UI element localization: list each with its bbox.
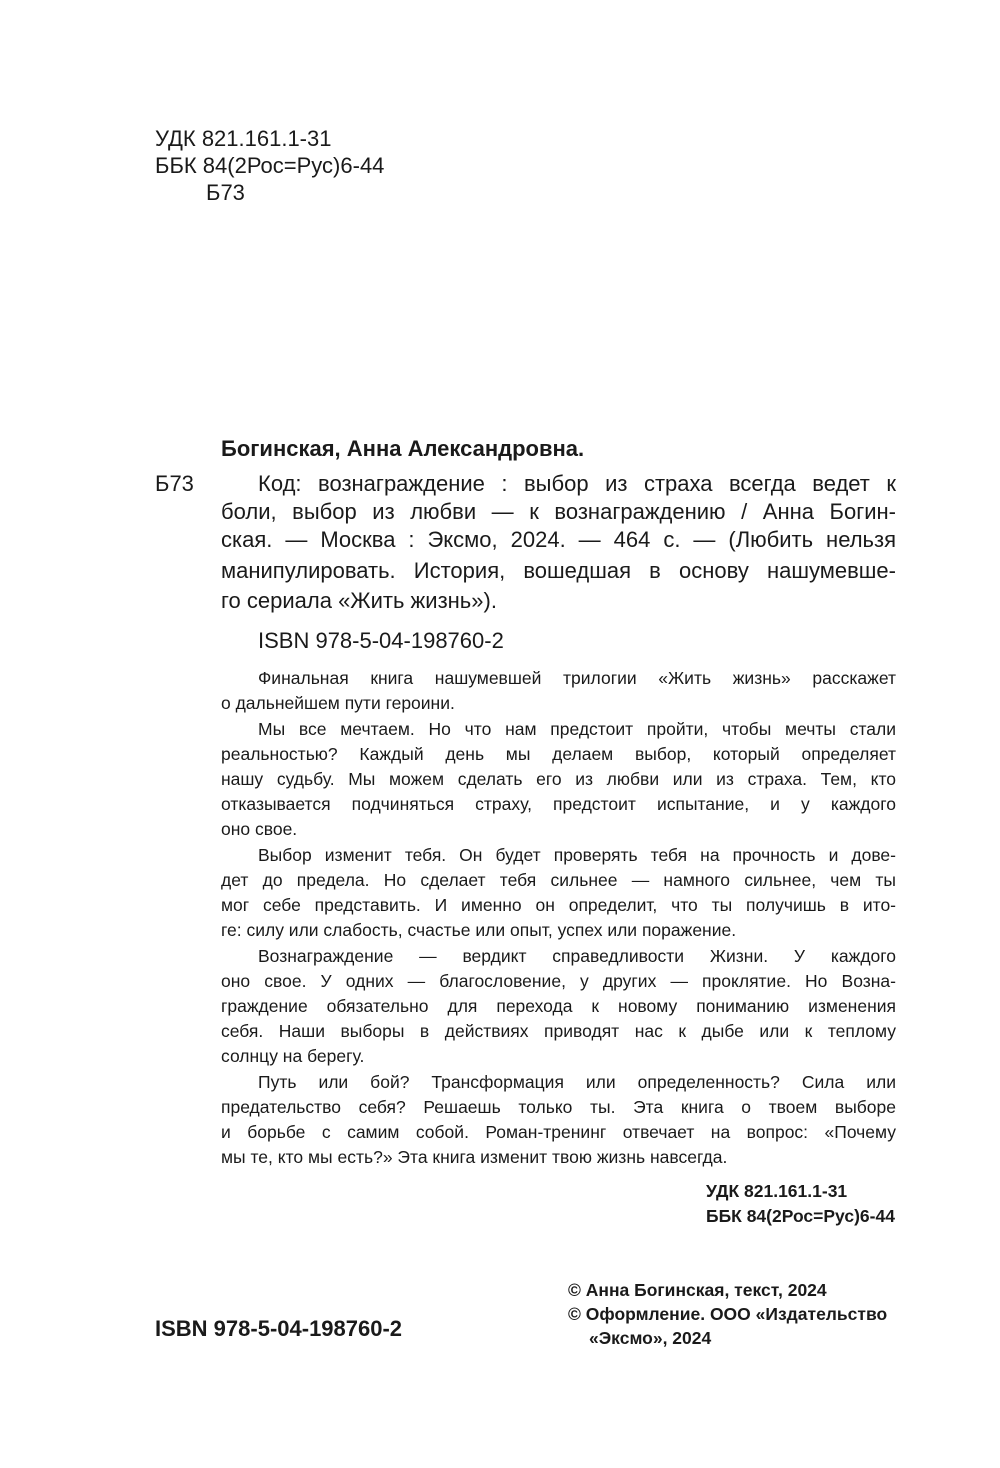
annotation-line: Вознаграждение — вердикт справедливости Жизни. У каждого bbox=[258, 946, 896, 966]
bib-line: манипулировать. История, вошедшая в основу нашумевше- bbox=[221, 558, 896, 583]
annotation-line: ге: силу или слабость, счастье или опыт, успех или поражение. bbox=[221, 920, 737, 940]
annotation-line: о дальнейшем пути героини. bbox=[221, 693, 455, 713]
author-mark-bib: Б73 bbox=[155, 471, 194, 496]
annotation-line: Мы все мечтаем. Но что нам предстоит пройти, чтобы мечты стали bbox=[258, 719, 896, 739]
annotation-line: граждение обязательно для перехода к новому пониманию изменения bbox=[221, 996, 896, 1016]
udk-code-top: УДК 821.161.1-31 bbox=[155, 126, 332, 151]
annotation-line: Выбор изменит тебя. Он будет проверять тебя на прочность и дове- bbox=[258, 845, 896, 865]
bbk-code-bottom: ББК 84(2Рос=Рус)6-44 bbox=[706, 1206, 895, 1226]
annotation-line: себя. Наши выборы в действиях приводят нас к дыбе или к теплому bbox=[221, 1021, 896, 1041]
copyright-text: © Анна Богинская, текст, 2024 bbox=[568, 1280, 827, 1300]
bbk-code-top: ББК 84(2Рос=Рус)6-44 bbox=[155, 153, 385, 178]
annotation-line: Финальная книга нашумевшей трилогии «Жить жизнь» расскажет bbox=[258, 668, 896, 688]
annotation-line: и борьбе с самим собой. Роман-тренинг отвечает на вопрос: «Почему bbox=[221, 1122, 896, 1142]
annotation-line: оно свое. У одних — благословение, у других — проклятие. Но Возна- bbox=[221, 971, 896, 991]
annotation-line: дет до предела. Но сделает тебя сильнее — намного сильнее, чем ты bbox=[221, 870, 896, 890]
annotation-line: предательство себя? Решаешь только ты. Эта книга о твоем выборе bbox=[221, 1097, 896, 1117]
isbn-bib: ISBN 978-5-04-198760-2 bbox=[258, 628, 504, 653]
bib-line: боли, выбор из любви — к вознаграждению / Анна Богин- bbox=[221, 499, 896, 524]
annotation-line: Путь или бой? Трансформация или определенность? Сила или bbox=[258, 1072, 896, 1092]
annotation-line: реальностью? Каждый день мы делаем выбор, который определяет bbox=[221, 744, 896, 764]
bib-line: го сериала «Жить жизнь»). bbox=[221, 588, 497, 613]
annotation-line: мы те, кто мы есть?» Эта книга изменит твою жизнь навсегда. bbox=[221, 1147, 728, 1167]
annotation-line: отказывается подчиняться страху, предстоит испытание, и у каждого bbox=[221, 794, 896, 814]
copyright-design: © Оформление. ООО «Издательство bbox=[568, 1304, 888, 1324]
udk-code-bottom: УДК 821.161.1-31 bbox=[706, 1181, 848, 1201]
isbn-footer: ISBN 978-5-04-198760-2 bbox=[155, 1316, 403, 1341]
annotation-line: солнцу на берегу. bbox=[221, 1046, 365, 1066]
annotation-line: оно свое. bbox=[221, 819, 298, 839]
copyright-design-cont: «Эксмо», 2024 bbox=[589, 1328, 712, 1348]
bib-line: Код: вознаграждение : выбор из страха всегда ведет к bbox=[258, 471, 896, 496]
annotation-line: нашу судьбу. Мы можем сделать его из любви или из страха. Тем, кто bbox=[221, 769, 896, 789]
author-mark-top: Б73 bbox=[206, 180, 245, 205]
annotation-line: мог себе представить. И именно он определит, что ты получишь в ито- bbox=[221, 895, 896, 915]
author-heading: Богинская, Анна Александровна. bbox=[221, 436, 585, 461]
bib-line: ская. — Москва : Эксмо, 2024. — 464 с. — (Любить нельзя bbox=[221, 527, 896, 552]
